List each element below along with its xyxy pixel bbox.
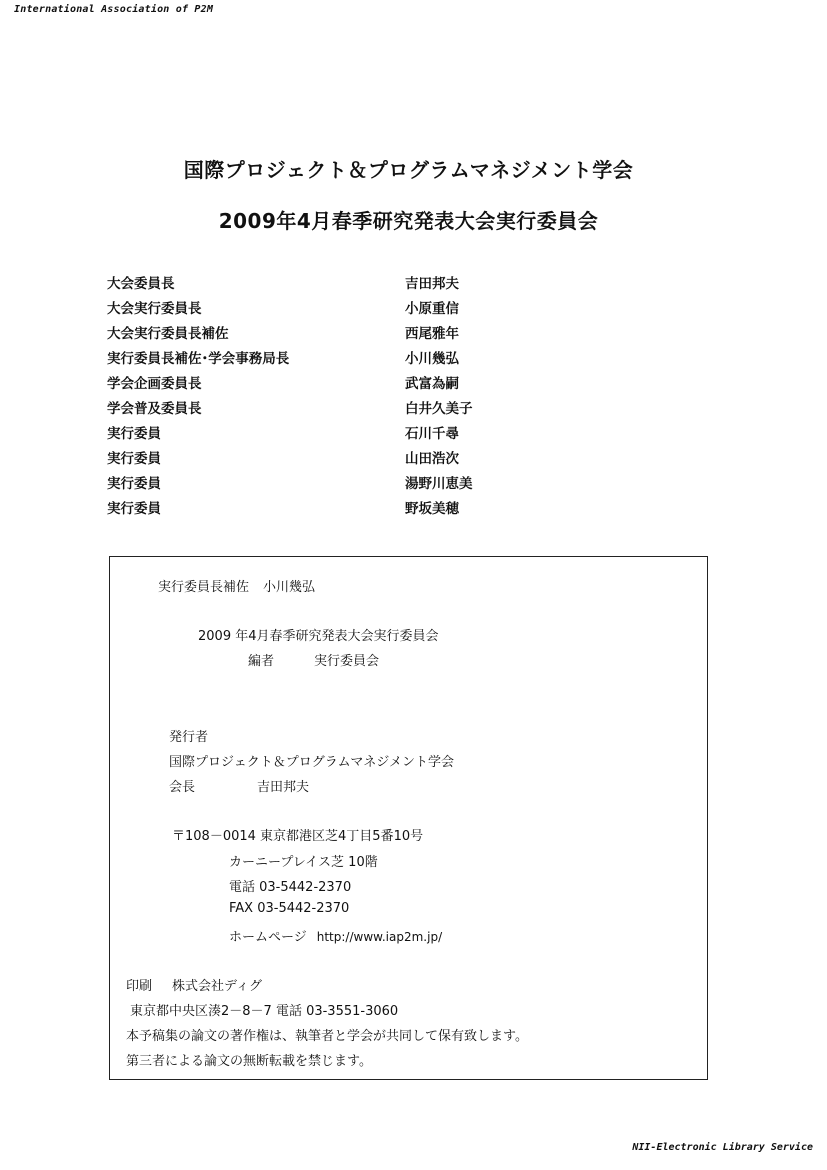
publisher-name: 国際プロジェクト＆プログラムマネジメント学会 (169, 755, 454, 770)
committee-row (107, 422, 587, 447)
committee-row (107, 372, 587, 397)
fax-number: FAX 03-5442-2370 (229, 901, 350, 916)
homepage-line (229, 926, 442, 945)
committee-title: 2009年4月春季研究発表大会実行委員会 (218, 209, 599, 233)
committee-role: 実行委員 (107, 501, 161, 517)
committee-row (107, 497, 587, 522)
committee-name: 小原重信 (405, 301, 459, 317)
editor-label: 編者 (248, 654, 275, 669)
printer-address: 東京都中央区湊2－8－7 電話 03-3551-3060 (130, 1004, 399, 1019)
printer-line (126, 975, 262, 994)
postal-address: 〒108－0014 東京都港区芝4丁目5番10号 (172, 829, 424, 844)
committee-role: 実行委員長補佐･学会事務局長 (107, 351, 290, 367)
editor-value: 実行委員会 (314, 654, 380, 669)
committee-role: 大会実行委員長 (107, 301, 202, 317)
committee-row (107, 447, 587, 472)
committee-role: 実行委員 (107, 451, 161, 467)
publisher-label: 発行者 (169, 730, 209, 745)
committee-name: 西尾雅年 (405, 326, 459, 342)
committee-name: 山田浩次 (405, 451, 459, 467)
committee-role: 大会実行委員長補佐 (107, 326, 229, 342)
committee-name: 石川千尋 (405, 426, 459, 442)
assistant-line (158, 576, 315, 595)
committee-row (107, 347, 587, 372)
editor-line (248, 650, 379, 669)
colophon-box (109, 556, 708, 1080)
committee-row (107, 297, 587, 322)
committee-role: 実行委員 (107, 476, 161, 492)
homepage-url: http://www.iap2m.jp/ (316, 930, 443, 944)
committee-row (107, 472, 587, 497)
phone-number: 電話 03-5442-2370 (229, 880, 352, 895)
colophon-committee-name: 2009 年4月春季研究発表大会実行委員会 (198, 629, 439, 644)
committee-name: 野坂美穂 (405, 501, 459, 517)
committee-name: 白井久美子 (405, 401, 473, 417)
committee-role: 学会普及委員長 (107, 401, 202, 417)
footer-tag: NII-Electronic Library Service (632, 1142, 813, 1153)
committee-name: 吉田邦夫 (405, 276, 459, 292)
committee-list (107, 272, 587, 522)
committee-name: 湯野川恵美 (405, 476, 473, 492)
committee-role: 実行委員 (107, 426, 161, 442)
president-line (169, 776, 309, 795)
committee-row (107, 397, 587, 422)
committee-name: 小川幾弘 (405, 351, 459, 367)
reprint-note: 第三者による論文の無断転載を禁じます。 (126, 1054, 372, 1069)
assistant-name: 小川幾弘 (263, 580, 316, 595)
committee-row (107, 322, 587, 347)
president-label: 会長 (169, 780, 196, 795)
president-name: 吉田邦夫 (257, 780, 310, 795)
building-name: カーニープレイス芝 10階 (229, 855, 378, 870)
committee-row (107, 272, 587, 297)
header-tag: International Association of P2M (14, 4, 214, 15)
committee-name: 武富為嗣 (405, 376, 459, 392)
homepage-label: ホームページ (229, 930, 307, 945)
committee-role: 学会企画委員長 (107, 376, 202, 392)
copyright-note: 本予稿集の論文の著作権は、執筆者と学会が共同して保有致します。 (126, 1029, 528, 1044)
printer-label: 印刷 (126, 979, 153, 994)
printer-name: 株式会社ディグ (172, 979, 262, 994)
assistant-role: 実行委員長補佐 (158, 580, 250, 595)
society-title: 国際プロジェクト＆プログラムマネジメント学会 (183, 158, 634, 182)
committee-role: 大会委員長 (107, 276, 175, 292)
